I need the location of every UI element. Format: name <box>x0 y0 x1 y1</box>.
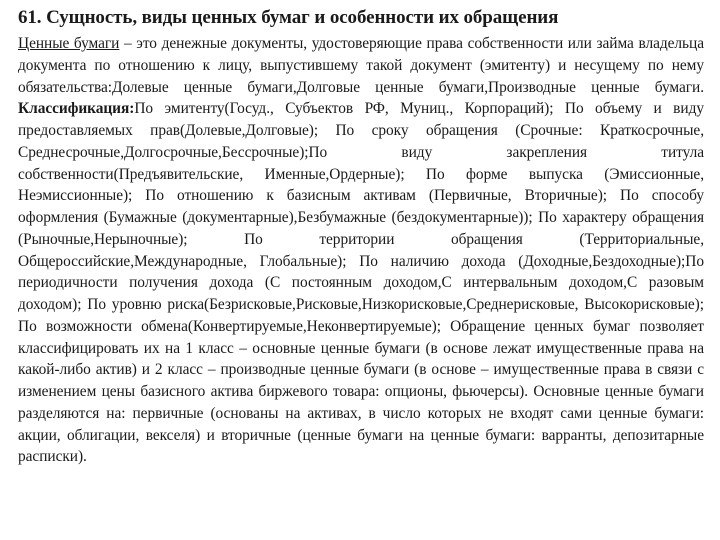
body-paragraph <box>18 33 704 468</box>
definition-text: – это денежные документы, удостоверяющие права собственности или займа владельца документа по отношению к лицу, выпустившему такой документ (эмитенту) и несущему по нему обязательства:Долевые ценные бумаги,Долговые ценные бумаги,Производные ценные бумаги. <box>18 35 704 96</box>
classification-label: Классификация: <box>18 100 135 118</box>
slide-title: 61. Сущность, виды ценных бумаг и особенности их обращения <box>18 7 559 28</box>
circulation-text: Обращение ценных бумаг позволяет классифицировать их на 1 класс – основные ценные бумаги (в основе лежат имущественные права на какой-либо актив) и 2 класс – производные ценные бумаги (в основе – имущественные права в связи с изменением цены базисного актива биржевого товара: опционы, фьючерсы). Основные ценные бумаги разделяются на: первичные (основаны на активах, в число которых не входят сами ценные бумаги: акции, облигации, векселя) и вторичные (ценные бумаги на ценные бумаги: варранты, депозитарные расписки). <box>18 317 704 466</box>
classification-text: По эмитенту(Госуд., Субъектов РФ, Муниц., Корпораций); По объему и виду предоставляемых прав(Долевые,Долговые); По сроку обращения (Срочные: Краткосрочные, Среднесрочные,Долгосрочные,Бессрочные);По виду закрепления титула собственности(Предъявительские, Именные,Ордерные); По форме выпуска (Эмиссионные, Неэмиссионные); По отношению к базисным активам (Первичные, Вторичные); По способу оформления (Бумажные (документарные),Безбумажные (бездокументарные)); По характеру обращения (Рыночные,Нерыночные); По территории обращения (Территориальные, Общероссийские,Международные, Глобальные); По наличию дохода (Доходные,Бездоходные);По периодичности получения дохода (С постоянным доходом,С интервальным доходом,С разовым доходом); По уровню риска(Безрисковые,Рисковые,Низкорисковые,Среднерисковые, Высокорисковые); По возможности обмена(Конвертируемые,Неконвертируемые); <box>18 100 704 335</box>
term-securities: Ценные бумаги <box>18 35 120 52</box>
